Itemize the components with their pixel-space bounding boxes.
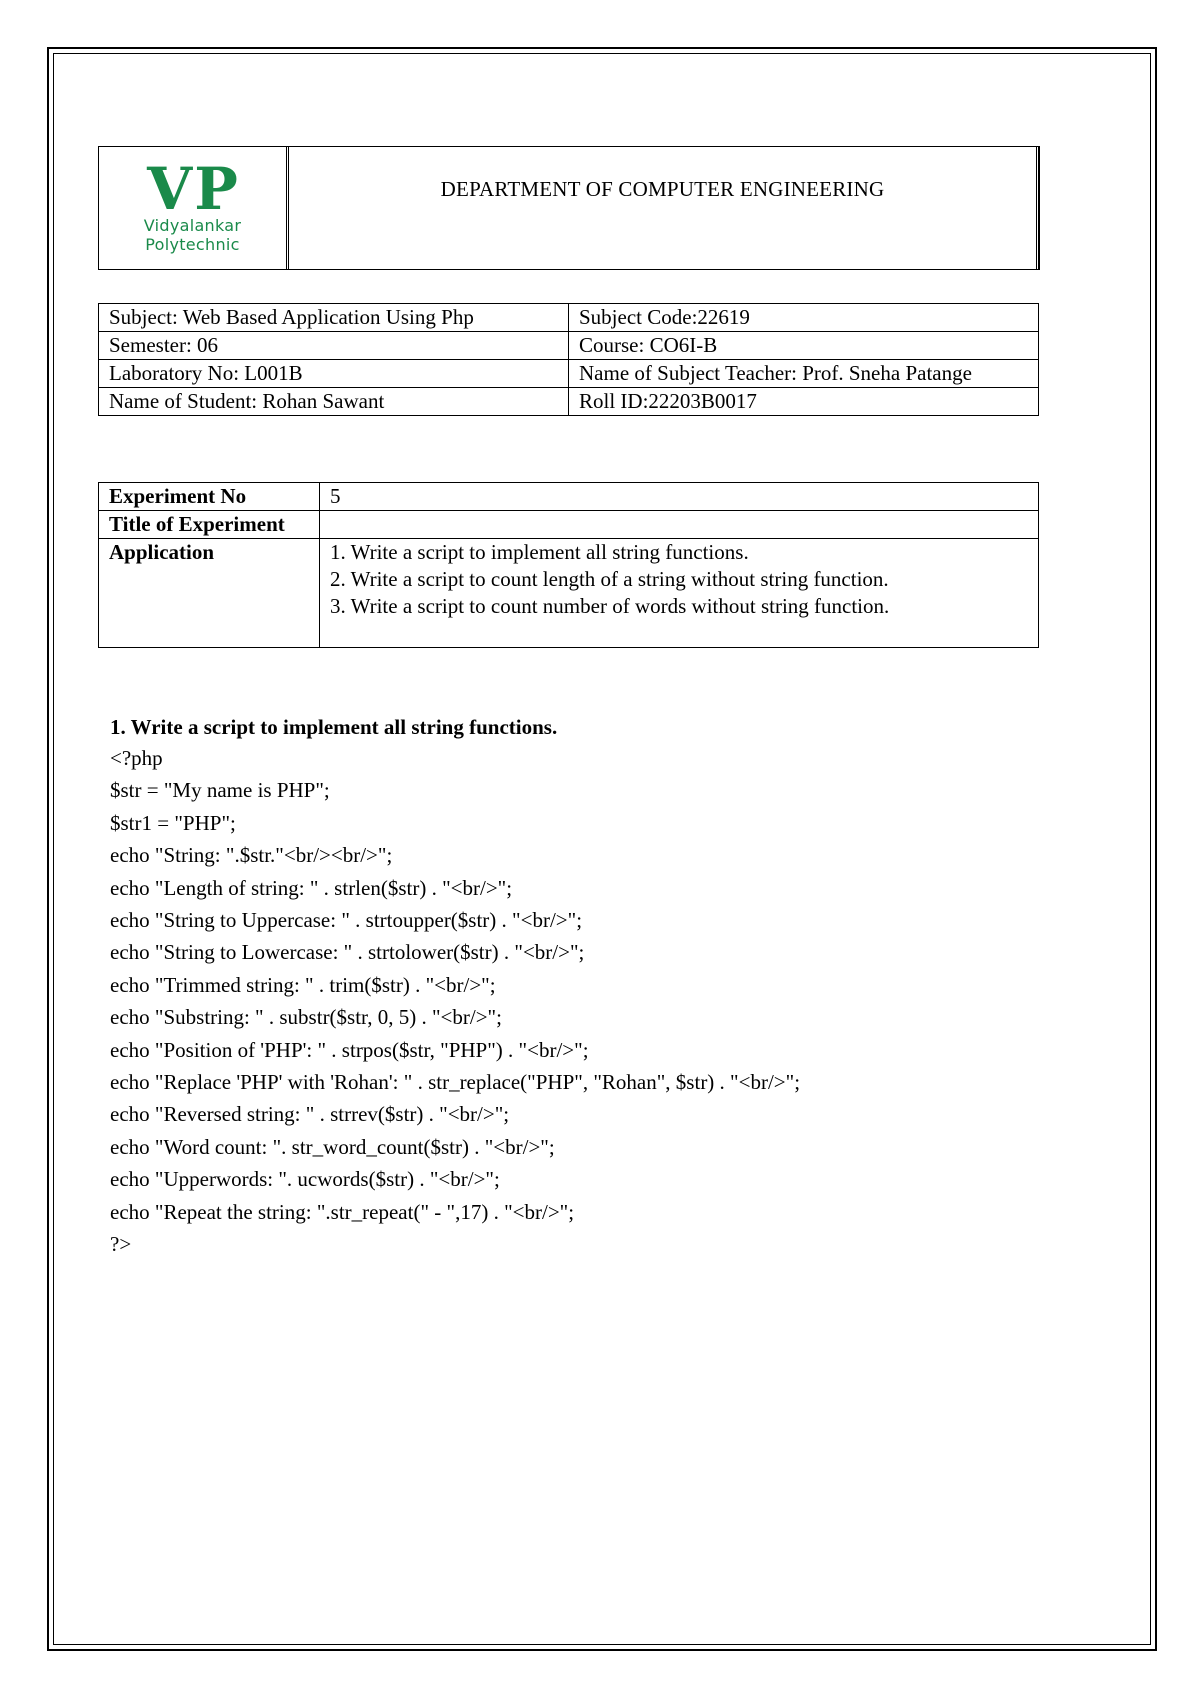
teacher-cell: Name of Subject Teacher: Prof. Sneha Patange bbox=[569, 360, 1039, 388]
code-line: echo "String to Uppercase: " . strtoupper($str) . "<br/>"; bbox=[110, 908, 583, 933]
subject-cell: Subject: Web Based Application Using Php bbox=[99, 304, 569, 332]
experiment-no-label: Experiment No bbox=[99, 483, 320, 511]
code-line: echo "String: ".$str."<br/><br/>"; bbox=[110, 843, 393, 868]
code-line: $str1 = "PHP"; bbox=[110, 810, 236, 835]
application-list bbox=[320, 539, 1039, 648]
table-row bbox=[99, 483, 1039, 511]
semester-cell: Semester: 06 bbox=[99, 332, 569, 360]
student-cell: Name of Student: Rohan Sawant bbox=[99, 388, 569, 416]
code-line: echo "Reversed string: " . strrev($str) . "<br/>"; bbox=[110, 1102, 510, 1127]
application-label: Application bbox=[99, 539, 320, 648]
table-row bbox=[99, 360, 1039, 388]
logo-text-line2: Polytechnic bbox=[145, 235, 240, 254]
subject-code-cell: Subject Code:22619 bbox=[569, 304, 1039, 332]
course-cell: Course: CO6I-B bbox=[569, 332, 1039, 360]
experiment-title-label: Title of Experiment bbox=[99, 511, 320, 539]
logo-mark bbox=[147, 155, 238, 223]
table-row bbox=[99, 388, 1039, 416]
code-line: echo "String to Lowercase: " . strtolower($str) . "<br/>"; bbox=[110, 940, 585, 965]
code-line: echo "Substring: " . substr($str, 0, 5) . "<br/>"; bbox=[110, 1005, 502, 1030]
application-item: 3. Write a script to count number of words without string function. bbox=[330, 594, 890, 618]
table-row bbox=[99, 332, 1039, 360]
code-section bbox=[110, 712, 1070, 1261]
code-line: ?> bbox=[110, 1232, 132, 1257]
institute-logo bbox=[99, 147, 289, 269]
code-line: echo "Replace 'PHP' with 'Rohan': " . str_replace("PHP", "Rohan", $str) . "<br/>"; bbox=[110, 1070, 801, 1095]
logo-letter-p: P bbox=[194, 155, 238, 223]
table-row bbox=[99, 511, 1039, 539]
logo-letter-v: V bbox=[147, 155, 193, 223]
table-row bbox=[99, 304, 1039, 332]
code-line: $str = "My name is PHP"; bbox=[110, 778, 330, 803]
code-line: echo "Word count: ". str_word_count($str) . "<br/>"; bbox=[110, 1134, 555, 1159]
info-table bbox=[98, 303, 1039, 416]
code-line: echo "Repeat the string: ".str_repeat(" - ",17) . "<br/>"; bbox=[110, 1199, 575, 1224]
code-line: echo "Upperwords: ". ucwords($str) . "<br/>"; bbox=[110, 1167, 500, 1192]
code-line: echo "Position of 'PHP': " . strpos($str, "PHP") . "<br/>"; bbox=[110, 1037, 589, 1062]
code-line: echo "Length of string: " . strlen($str) . "<br/>"; bbox=[110, 875, 513, 900]
code-heading: 1. Write a script to implement all string functions. bbox=[110, 715, 558, 739]
lab-no-cell: Laboratory No: L001B bbox=[99, 360, 569, 388]
logo-text-line1: Vidyalankar bbox=[143, 216, 242, 235]
roll-id-cell: Roll ID:22203B0017 bbox=[569, 388, 1039, 416]
application-item: 2. Write a script to count length of a string without string function. bbox=[330, 567, 889, 591]
code-line: echo "Trimmed string: " . trim($str) . "<br/>"; bbox=[110, 972, 496, 997]
experiment-no-value: 5 bbox=[320, 483, 1039, 511]
experiment-title-value bbox=[320, 511, 1039, 539]
application-item: 1. Write a script to implement all string functions. bbox=[330, 540, 749, 564]
experiment-table bbox=[98, 482, 1039, 648]
code-line: <?php bbox=[110, 746, 163, 770]
department-title: DEPARTMENT OF COMPUTER ENGINEERING bbox=[289, 147, 1039, 269]
document-header bbox=[98, 146, 1040, 270]
table-row bbox=[99, 539, 1039, 648]
